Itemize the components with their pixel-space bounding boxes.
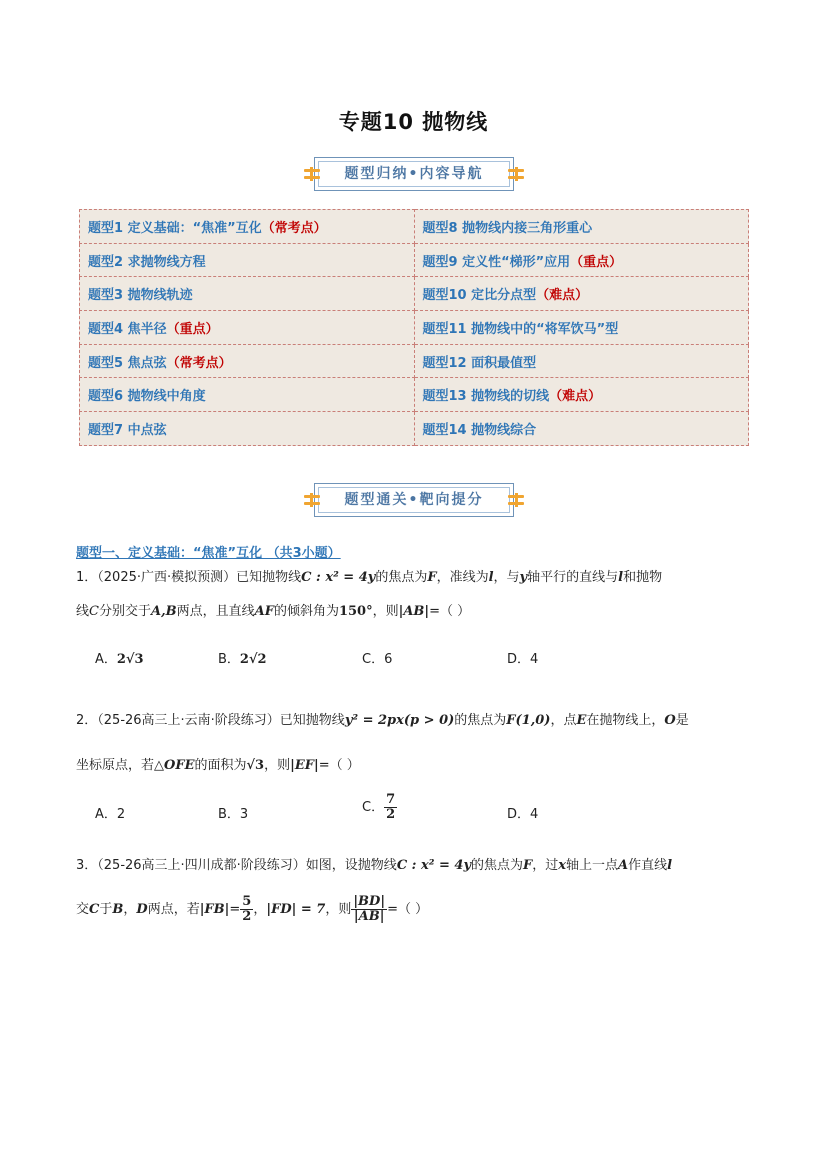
toc-row bbox=[80, 210, 749, 244]
q2-option-a[interactable]: A．2 bbox=[95, 807, 126, 822]
toc-row bbox=[80, 344, 749, 378]
toc-item-right-5[interactable] bbox=[414, 344, 749, 378]
banner-right-ornament bbox=[508, 167, 524, 181]
toc-item-left-3[interactable] bbox=[80, 277, 415, 311]
toc-item-right-4[interactable] bbox=[414, 311, 749, 345]
q1-option-b[interactable]: B．2√2 bbox=[218, 652, 267, 667]
banner-left-ornament bbox=[304, 167, 320, 181]
question-1-line-2: 线C分别交于A,B两点，且直线AF的倾斜角为150°，则|AB|=（ ） bbox=[76, 604, 471, 619]
toc-item-right-3[interactable] bbox=[414, 277, 749, 311]
question-2-line-1: 2．（25-26高三上·云南·阶段练习）已知抛物线y² = 2px(p > 0)的焦点为F(1,0)，点E在抛物线上，O是 bbox=[76, 713, 689, 728]
page-title: 专题10 抛物线 bbox=[338, 110, 489, 134]
toc-row bbox=[80, 378, 749, 412]
toc-item-label: 题型3 抛物线轨迹 bbox=[88, 288, 193, 304]
toc-item-left-2[interactable] bbox=[80, 243, 415, 277]
banner-left-ornament bbox=[304, 493, 320, 507]
toc-item-label: 题型10 定比分点型 bbox=[422, 288, 537, 304]
toc-item-tag: （难点） bbox=[536, 288, 589, 304]
toc-banner bbox=[304, 157, 524, 191]
toc-item-label: 题型12 面积最值型 bbox=[422, 355, 537, 371]
toc-item-label: 题型9 定义性“梯形”应用 bbox=[422, 254, 571, 270]
toc-item-label: 题型7 中点弦 bbox=[88, 422, 167, 438]
toc-item-right-1[interactable] bbox=[414, 210, 749, 244]
toc-item-left-7[interactable] bbox=[80, 412, 415, 446]
toc-item-label: 题型8 抛物线内接三角形重心 bbox=[422, 220, 593, 236]
practice-banner bbox=[304, 483, 524, 517]
toc-item-right-6[interactable] bbox=[414, 378, 749, 412]
toc-item-label: 题型6 抛物线中角度 bbox=[88, 389, 206, 405]
toc-item-tag: （重点） bbox=[166, 321, 219, 337]
toc-item-tag: （常考点） bbox=[166, 355, 232, 371]
toc-item-left-1[interactable] bbox=[80, 210, 415, 244]
toc-item-tag: （难点） bbox=[549, 389, 602, 405]
toc-row bbox=[80, 243, 749, 277]
toc-table bbox=[79, 209, 749, 446]
toc-row bbox=[80, 277, 749, 311]
section-heading: 题型一、定义基础：“焦准”互化 （共3小题） bbox=[76, 546, 341, 561]
toc-item-label: 题型11 抛物线中的“将军饮马”型 bbox=[422, 321, 619, 337]
practice-banner-text: 题型通关•靶向提分 bbox=[344, 492, 484, 508]
toc-row bbox=[80, 311, 749, 345]
q1-option-c[interactable]: C．6 bbox=[362, 652, 393, 667]
toc-item-label: 题型5 焦点弦 bbox=[88, 355, 167, 371]
toc-row bbox=[80, 412, 749, 446]
toc-item-label: 题型1 定义基础：“焦准”互化 bbox=[88, 220, 262, 236]
toc-item-left-5[interactable] bbox=[80, 344, 415, 378]
toc-item-right-7[interactable] bbox=[414, 412, 749, 446]
question-2-line-2: 坐标原点，若△OFE的面积为√3，则|EF|=（ ） bbox=[76, 758, 360, 773]
toc-item-tag: （常考点） bbox=[261, 220, 327, 236]
toc-item-right-2[interactable] bbox=[414, 243, 749, 277]
toc-item-label: 题型4 焦半径 bbox=[88, 321, 167, 337]
question-3-line-1: 3．（25-26高三上·四川成都·阶段练习）如图，设抛物线C : x² = 4y的焦点为F，过x轴上一点A作直线l bbox=[76, 858, 673, 873]
banner-right-ornament bbox=[508, 493, 524, 507]
toc-item-left-4[interactable] bbox=[80, 311, 415, 345]
toc-item-left-6[interactable] bbox=[80, 378, 415, 412]
q1-option-a[interactable]: A．2√3 bbox=[95, 652, 144, 667]
toc-item-label: 题型13 抛物线的切线 bbox=[422, 389, 550, 405]
toc-item-label: 题型14 抛物线综合 bbox=[422, 422, 537, 438]
toc-banner-text: 题型归纳•内容导航 bbox=[344, 166, 484, 182]
q2-option-d[interactable]: D．4 bbox=[507, 807, 539, 822]
question-1-line-1: 1．（2025·广西·模拟预测）已知抛物线C : x² = 4y的焦点为F，准线为l，与y轴平行的直线与l和抛物 bbox=[76, 570, 663, 585]
q1-option-d[interactable]: D．4 bbox=[507, 652, 539, 667]
q2-option-c[interactable]: C． $\frac{7}{2}$ bbox=[362, 792, 396, 822]
toc-item-tag: （重点） bbox=[570, 254, 623, 270]
q2-option-b[interactable]: B．3 bbox=[218, 807, 249, 822]
toc-item-label: 题型2 求抛物线方程 bbox=[88, 254, 206, 270]
question-3-line-2: 交C于B，D两点，若|FB|= $\frac{5}{2}$ ，|FD| = 7，则 $\frac{|BD|}{|AB|}$ =（ ） bbox=[76, 894, 429, 924]
